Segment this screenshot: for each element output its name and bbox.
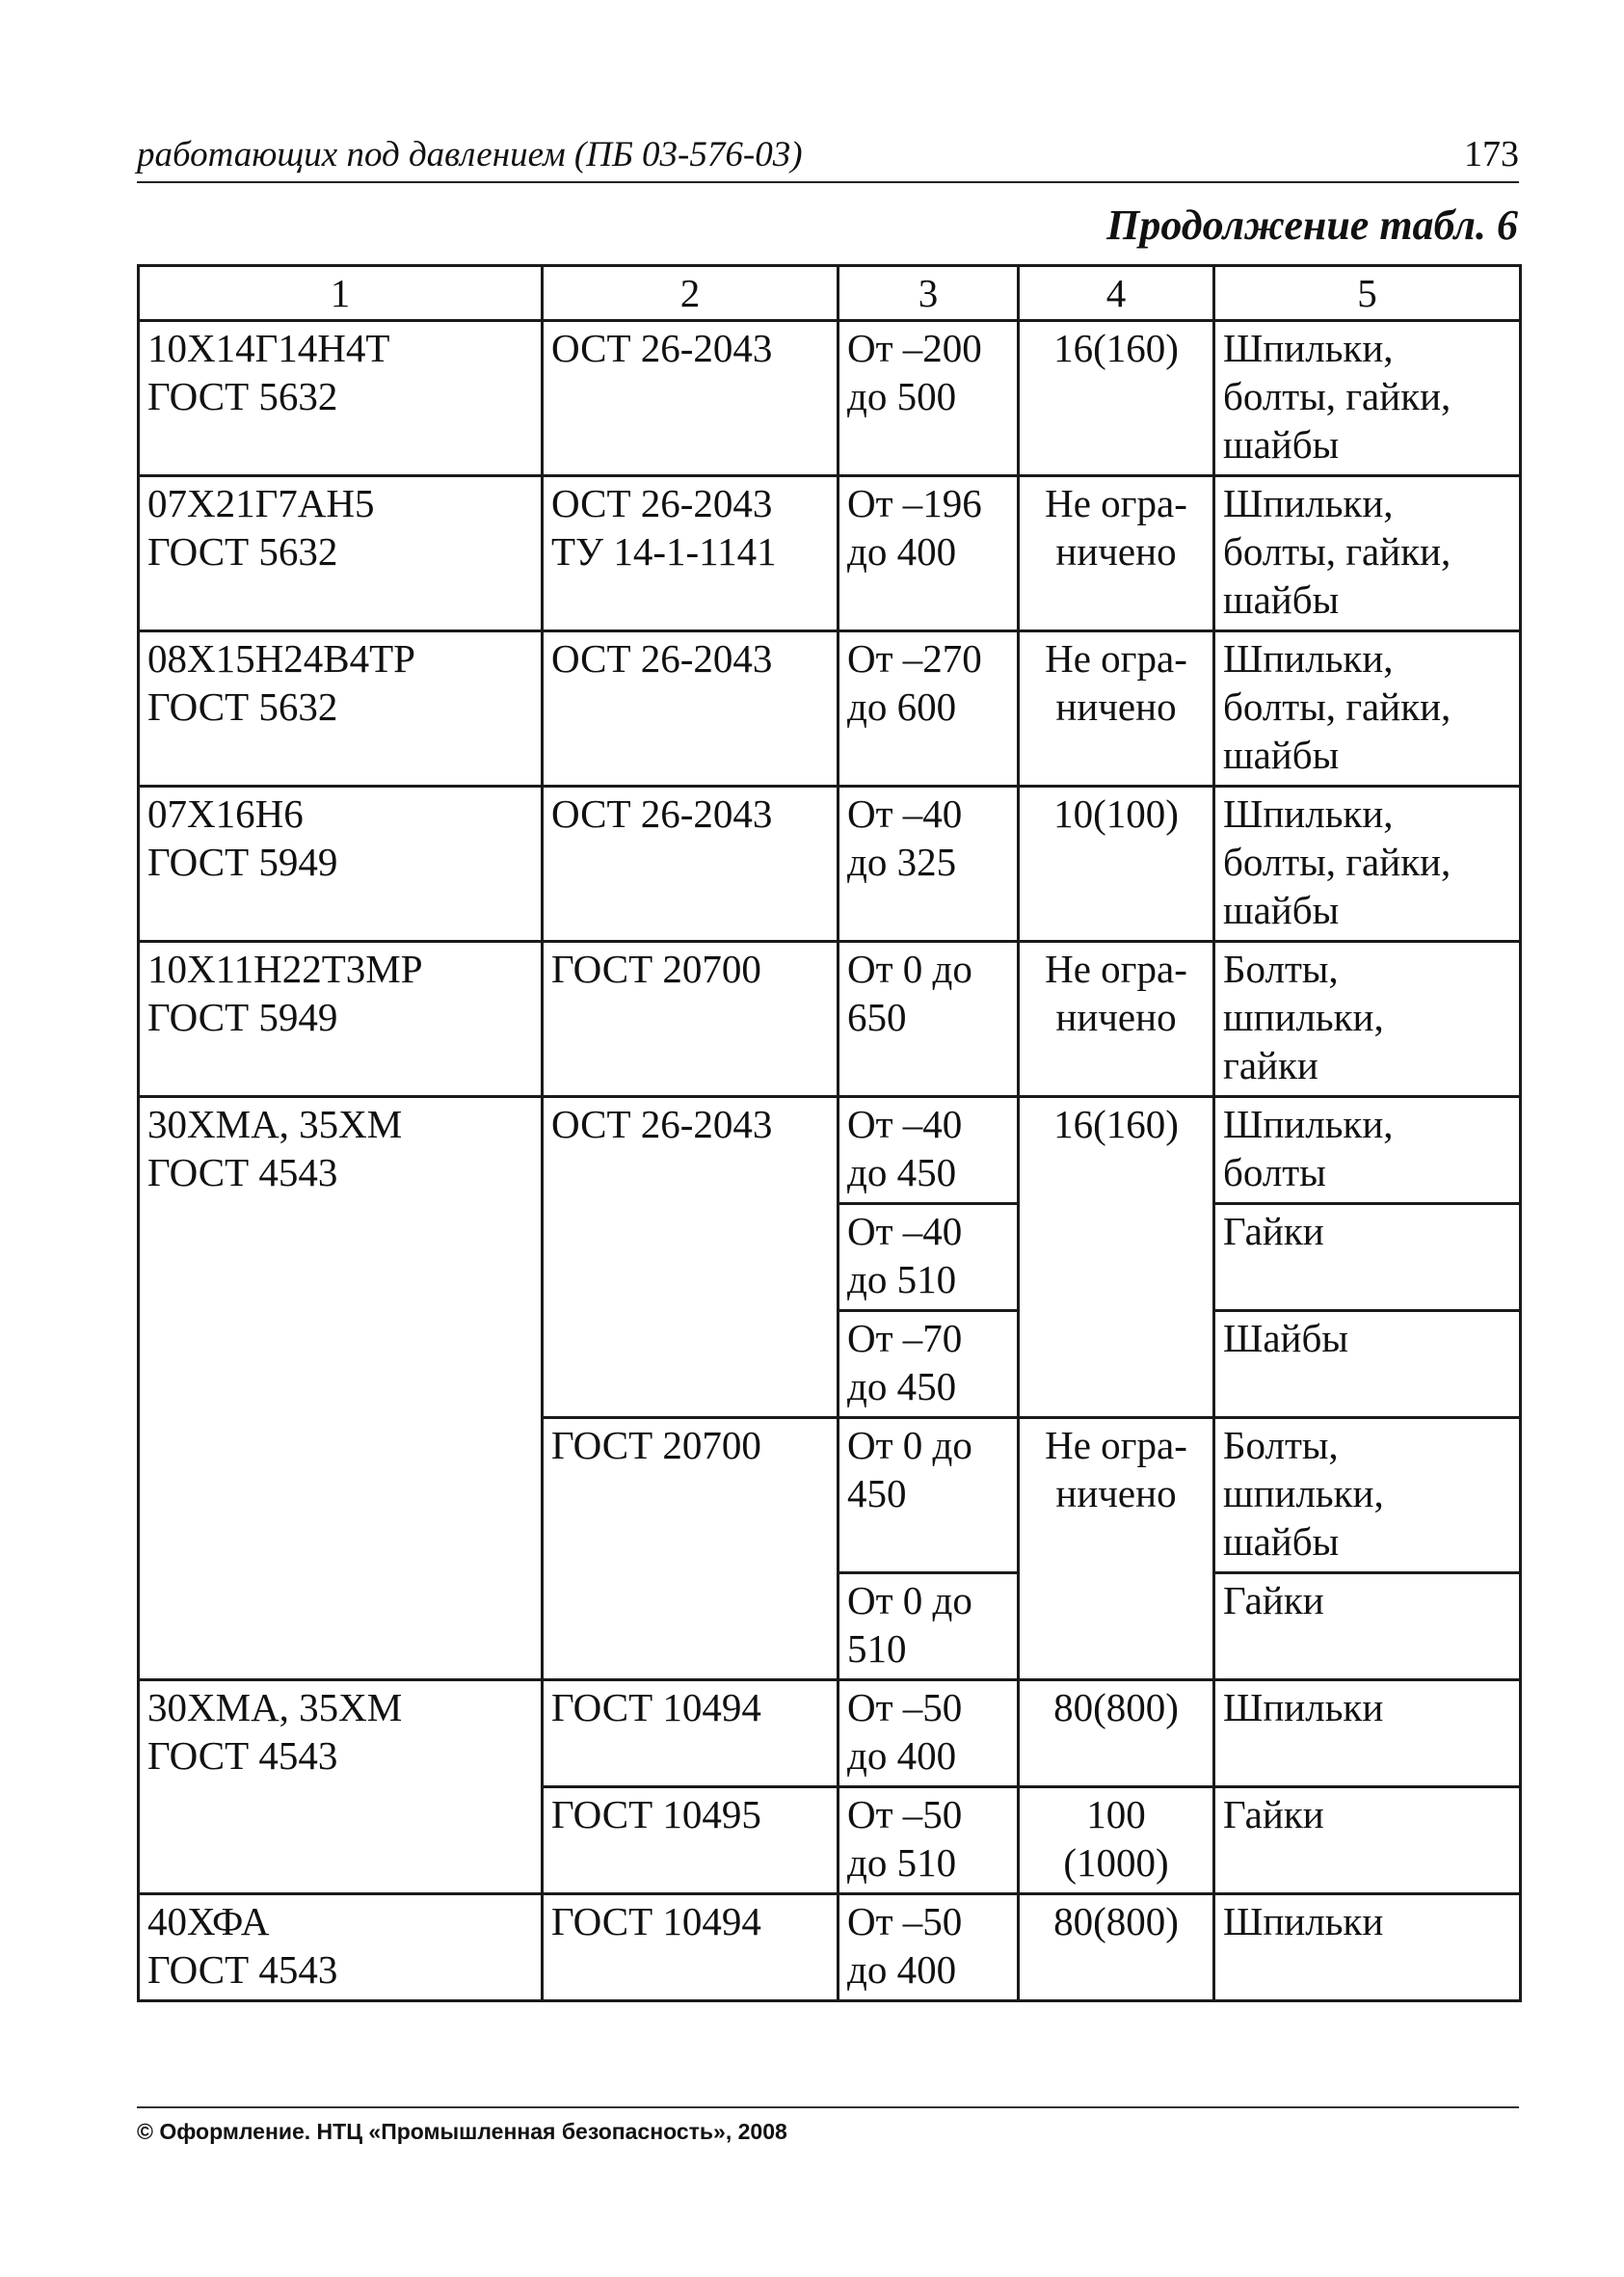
running-title: работающих под давлением (ПБ 03-576-03) <box>137 135 803 174</box>
column-header-2: 2 <box>543 266 839 321</box>
temperature-cell: От –50 до 510 <box>839 1787 1019 1894</box>
pressure-cell: Не огра- ничено <box>1019 1418 1214 1680</box>
fastener-type-cell: Болты, шпильки, гайки <box>1214 942 1521 1097</box>
page-header <box>137 123 1519 183</box>
table-row <box>139 1680 1521 1787</box>
copyright-footer: © Оформление. НТЦ «Промышленная безопасность», 2008 <box>137 2119 787 2144</box>
fastener-type-cell: Шайбы <box>1214 1311 1521 1418</box>
temperature-cell: От 0 до 510 <box>839 1573 1019 1680</box>
temperature-cell: От –40 до 510 <box>839 1204 1019 1311</box>
steel-grade-cell: 10Х11Н22Т3МР ГОСТ 5949 <box>139 942 543 1097</box>
temperature-cell: От –40 до 325 <box>839 787 1019 942</box>
temperature-cell: От –40 до 450 <box>839 1097 1019 1204</box>
table-row <box>139 631 1521 787</box>
standard-cell: ОСТ 26-2043 <box>543 787 839 942</box>
pressure-cell: 16(160) <box>1019 321 1214 476</box>
column-header-5: 5 <box>1214 266 1521 321</box>
column-header-1: 1 <box>139 266 543 321</box>
temperature-cell: От –196 до 400 <box>839 476 1019 631</box>
standard-cell: ГОСТ 10494 <box>543 1894 839 2001</box>
fastener-type-cell: Шпильки, болты, гайки, шайбы <box>1214 631 1521 787</box>
steel-grade-cell: 30ХМА, 35ХМ ГОСТ 4543 <box>139 1097 543 1680</box>
column-header-4: 4 <box>1019 266 1214 321</box>
fastener-type-cell: Шпильки, болты, гайки, шайбы <box>1214 476 1521 631</box>
fastener-type-cell: Гайки <box>1214 1573 1521 1680</box>
fastener-type-cell: Шпильки <box>1214 1680 1521 1787</box>
temperature-cell: От –50 до 400 <box>839 1894 1019 2001</box>
steel-grade-cell: 07Х16Н6 ГОСТ 5949 <box>139 787 543 942</box>
fastener-type-cell: Шпильки, болты, гайки, шайбы <box>1214 321 1521 476</box>
column-header-3: 3 <box>839 266 1019 321</box>
temperature-cell: От –270 до 600 <box>839 631 1019 787</box>
table-row <box>139 942 1521 1097</box>
standard-cell: ОСТ 26-2043 <box>543 321 839 476</box>
standard-cell: ГОСТ 10494 <box>543 1680 839 1787</box>
materials-table <box>137 264 1522 2002</box>
steel-grade-cell: 30ХМА, 35ХМ ГОСТ 4543 <box>139 1680 543 1894</box>
column-number-row <box>139 266 1521 321</box>
pressure-cell: Не огра- ничено <box>1019 942 1214 1097</box>
fastener-type-cell: Шпильки, болты <box>1214 1097 1521 1204</box>
pressure-cell: Не огра- ничено <box>1019 631 1214 787</box>
fastener-type-cell: Болты, шпильки, шайбы <box>1214 1418 1521 1573</box>
steel-grade-cell: 08Х15Н24В4ТР ГОСТ 5632 <box>139 631 543 787</box>
fastener-type-cell: Шпильки, болты, гайки, шайбы <box>1214 787 1521 942</box>
standard-cell: ОСТ 26-2043 <box>543 1097 839 1418</box>
temperature-cell: От –50 до 400 <box>839 1680 1019 1787</box>
temperature-cell: От 0 до 450 <box>839 1418 1019 1573</box>
pressure-cell: 10(100) <box>1019 787 1214 942</box>
fastener-type-cell: Гайки <box>1214 1787 1521 1894</box>
pressure-cell: 16(160) <box>1019 1097 1214 1418</box>
page-number: 173 <box>1464 134 1519 174</box>
steel-grade-cell: 40ХФА ГОСТ 4543 <box>139 1894 543 2001</box>
pressure-cell: 80(800) <box>1019 1680 1214 1787</box>
table-row <box>139 1894 1521 2001</box>
temperature-cell: От 0 до 650 <box>839 942 1019 1097</box>
temperature-cell: От –200 до 500 <box>839 321 1019 476</box>
table-row <box>139 321 1521 476</box>
temperature-cell: От –70 до 450 <box>839 1311 1019 1418</box>
pressure-cell: Не огра- ничено <box>1019 476 1214 631</box>
standard-cell: ГОСТ 20700 <box>543 942 839 1097</box>
table-row <box>139 787 1521 942</box>
table-row <box>139 1097 1521 1204</box>
fastener-type-cell: Шпильки <box>1214 1894 1521 2001</box>
standard-cell: ГОСТ 10495 <box>543 1787 839 1894</box>
fastener-type-cell: Гайки <box>1214 1204 1521 1311</box>
standard-cell: ОСТ 26-2043 <box>543 631 839 787</box>
pressure-cell: 100 (1000) <box>1019 1787 1214 1894</box>
steel-grade-cell: 10Х14Г14Н4Т ГОСТ 5632 <box>139 321 543 476</box>
standard-cell: ГОСТ 20700 <box>543 1418 839 1680</box>
steel-grade-cell: 07Х21Г7АН5 ГОСТ 5632 <box>139 476 543 631</box>
table-continuation-label: Продолжение табл. 6 <box>1106 201 1518 249</box>
table-row <box>139 476 1521 631</box>
pressure-cell: 80(800) <box>1019 1894 1214 2001</box>
standard-cell: ОСТ 26-2043 ТУ 14-1-1141 <box>543 476 839 631</box>
footer-divider <box>137 2106 1519 2108</box>
